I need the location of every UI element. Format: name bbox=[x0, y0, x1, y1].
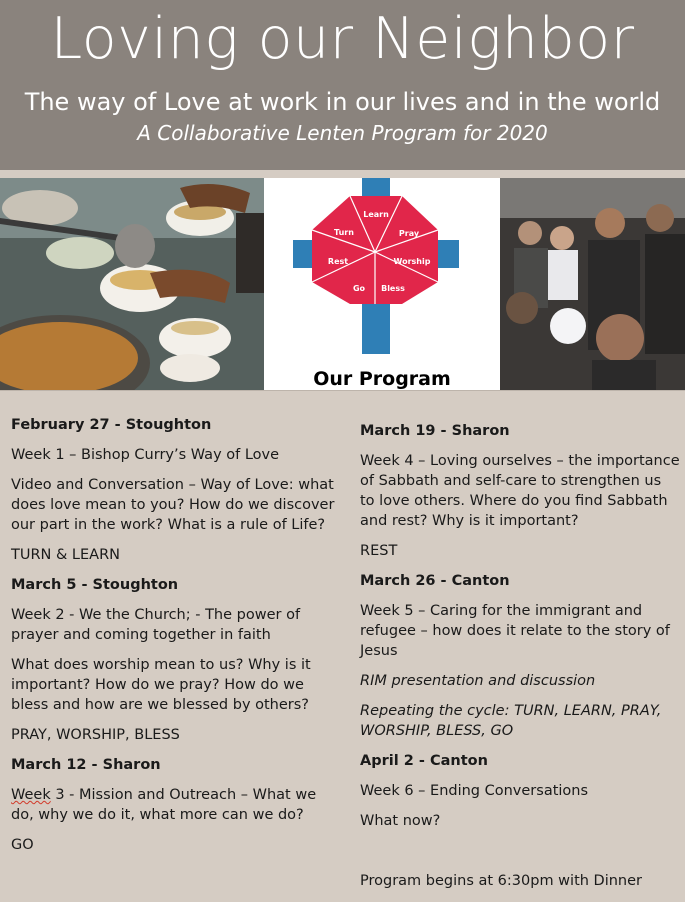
session-week bbox=[11, 785, 341, 825]
way-of-love-logo bbox=[264, 178, 500, 390]
session-heading: March 12 - Sharon bbox=[11, 757, 161, 773]
logo-segment-bless: Bless bbox=[381, 284, 405, 293]
session-practice: PRAY, WORSHIP, BLESS bbox=[11, 727, 180, 743]
logo-segment-worship: Worship bbox=[393, 257, 431, 266]
session-week: Week 2 - We the Church; - The power of prayer and coming together in faith bbox=[11, 607, 301, 643]
page-tagline: A Collaborative Lenten Program for 2020 bbox=[137, 121, 548, 145]
refugees-illustration bbox=[500, 178, 685, 390]
session-description: What does worship mean to us? Why is it important? How do we pray? How do we bless and how are we blessed by others? bbox=[11, 657, 311, 713]
session-week-text: 3 - Mission and Outreach – What we do, why we do it, what more can we do? bbox=[11, 787, 317, 823]
program-schedule bbox=[0, 390, 685, 902]
session-heading: March 5 - Stoughton bbox=[11, 577, 179, 593]
program-start-note: Program begins at 6:30pm with Dinner bbox=[360, 873, 643, 889]
page-title: Loving our Neighbor bbox=[50, 6, 635, 72]
refugees-photo bbox=[500, 178, 685, 390]
soup-kitchen-photo bbox=[0, 178, 264, 390]
logo-segment-pray: Pray bbox=[398, 229, 420, 238]
session-description: Week 5 – Caring for the immigrant and refugee – how does it relate to the story of Jesus bbox=[360, 603, 670, 659]
logo-segment-go: Go bbox=[352, 284, 366, 293]
session-description: Video and Conversation – Way of Love: what does love mean to you? How do we discover our part in the work? What is a rule of Life? bbox=[11, 477, 335, 533]
program-heading: Our Program bbox=[313, 368, 451, 390]
session-practice: TURN & LEARN bbox=[11, 547, 120, 563]
session-heading: March 26 - Canton bbox=[360, 573, 510, 589]
session-repeat-note: Repeating the cycle: TURN, LEARN, PRAY, WORSHIP, BLESS, GO bbox=[360, 703, 662, 739]
session-practice: GO bbox=[11, 837, 34, 853]
soup-kitchen-illustration bbox=[0, 178, 264, 390]
session-heading: April 2 - Canton bbox=[360, 753, 488, 769]
header-banner bbox=[0, 0, 685, 170]
logo-segment-learn: Learn bbox=[363, 210, 389, 219]
session-week: Week 1 – Bishop Curry’s Way of Love bbox=[11, 447, 280, 463]
spellcheck-word: Week bbox=[11, 787, 51, 803]
session-presentation: RIM presentation and discussion bbox=[360, 673, 596, 689]
session-heading: March 19 - Sharon bbox=[360, 423, 510, 439]
session-heading: February 27 - Stoughton bbox=[11, 417, 212, 433]
session-description: Week 4 – Loving ourselves – the importance of Sabbath and self-care to strengthen us to love others. Where do you find Sabbath and rest? Why is it important? bbox=[360, 453, 680, 529]
logo-segment-turn: Turn bbox=[334, 228, 354, 237]
session-practice: REST bbox=[360, 543, 398, 559]
session-question: What now? bbox=[360, 813, 441, 829]
way-of-love-icon bbox=[264, 178, 500, 390]
session-week: Week 6 – Ending Conversations bbox=[360, 783, 589, 799]
page-subtitle: The way of Love at work in our lives and in the world bbox=[24, 88, 661, 116]
logo-segment-rest: Rest bbox=[327, 257, 349, 266]
